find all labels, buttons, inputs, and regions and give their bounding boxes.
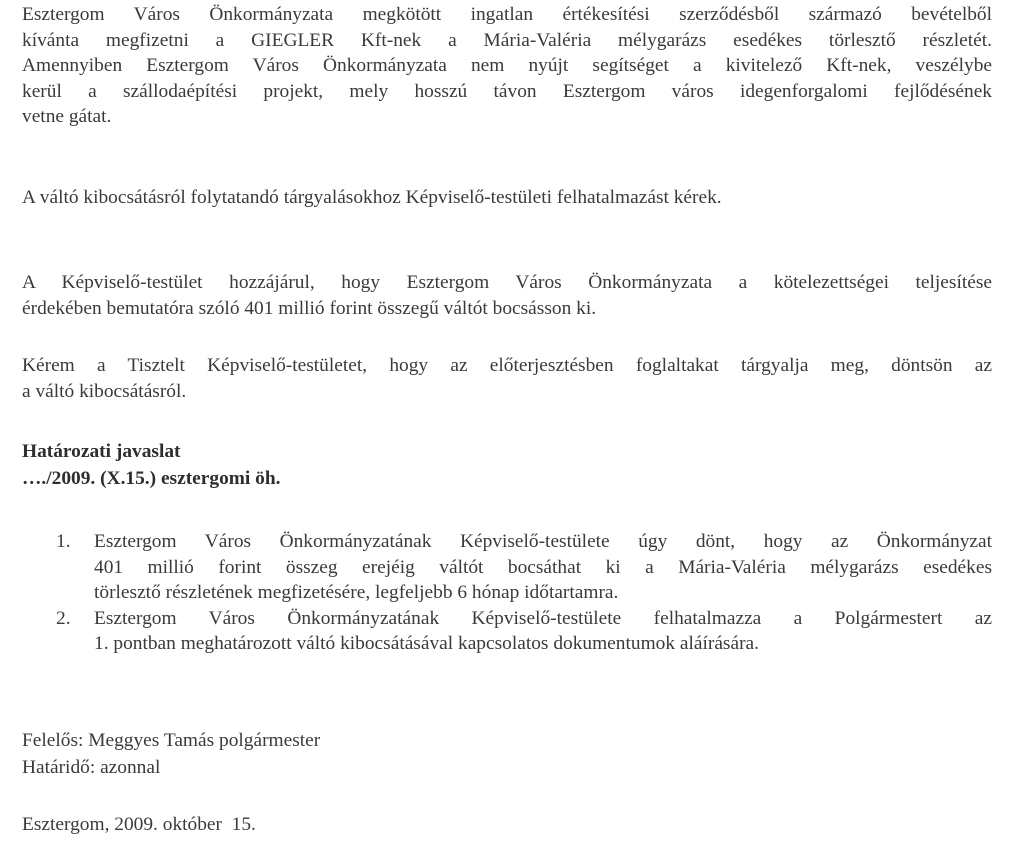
- responsible-person: Felelős: Meggyes Tamás polgármester: [22, 730, 321, 751]
- paragraph-line: a váltó kibocsátásról.: [22, 380, 187, 402]
- paragraph-line: Amennyiben Esztergom Város Önkormányzata nem nyújt segítséget a kivitelező Kft-nek, veszélybe: [22, 55, 992, 76]
- paragraph-revenue: [22, 2, 992, 130]
- list-item: [56, 606, 992, 657]
- list-item-line: 401 millió forint összeg erejéig váltót bocsáthat ki a Mária-Valéria mélygarázs esedékes: [94, 556, 992, 578]
- paragraph-line: kerül a szállodaépítési projekt, mely hosszú távon Esztergom város idegenforgalomi fejlődésének: [22, 80, 992, 102]
- paragraph-line: Esztergom Város Önkormányzata megkötött ingatlan értékesítési szerződésből származó bevételből: [22, 4, 992, 25]
- place-and-date: Esztergom, 2009. október 15.: [22, 814, 256, 835]
- deadline: Határidő: azonnal: [22, 757, 161, 778]
- list-item-number: 2.: [56, 607, 71, 629]
- paragraph-line: kívánta megfizetni a GIEGLER Kft-nek a Mária-Valéria mélygarázs esedékes törlesztő részletét.: [22, 29, 992, 51]
- paragraph-council-consent: [22, 270, 992, 321]
- paragraph-line: Kérem a Tisztelt Képviselő-testületet, hogy az előterjesztésben foglaltakat tárgyalja meg, döntsön az: [22, 355, 992, 376]
- list-item-number: 1.: [56, 531, 71, 552]
- list-item-line: Esztergom Város Önkormányzatának Képviselő-testülete felhatalmazza a Polgármestert az: [94, 607, 992, 629]
- paragraph-authorization-request: [22, 185, 992, 211]
- list-item-line: 1. pontban meghatározott váltó kibocsátásával kapcsolatos dokumentumok aláírására.: [94, 633, 760, 654]
- list-item-line: törlesztő részletének megfizetésére, legfeljebb 6 hónap időtartamra.: [94, 582, 619, 603]
- paragraph-line: vetne gátat.: [22, 106, 112, 127]
- paragraph-line: érdekében bemutatóra szóló 401 millió forint összegű váltót bocsásson ki.: [22, 297, 597, 319]
- paragraph-line: A Képviselő-testület hozzájárul, hogy Esztergom Város Önkormányzata a kötelezettségei teljesítése: [22, 272, 992, 293]
- resolution-number: …./2009. (X.15.) esztergomi öh.: [22, 468, 281, 489]
- resolution-list: [56, 529, 992, 657]
- resolution-title: Határozati javaslat: [22, 441, 181, 462]
- list-item: [56, 529, 992, 606]
- list-item-line: Esztergom Város Önkormányzatának Képviselő-testülete úgy dönt, hogy az Önkormányzat: [94, 531, 992, 552]
- paragraph-discussion-request: [22, 353, 992, 404]
- paragraph-line: A váltó kibocsátásról folytatandó tárgyalásokhoz Képviselő-testületi felhatalmazást kérek.: [22, 187, 722, 208]
